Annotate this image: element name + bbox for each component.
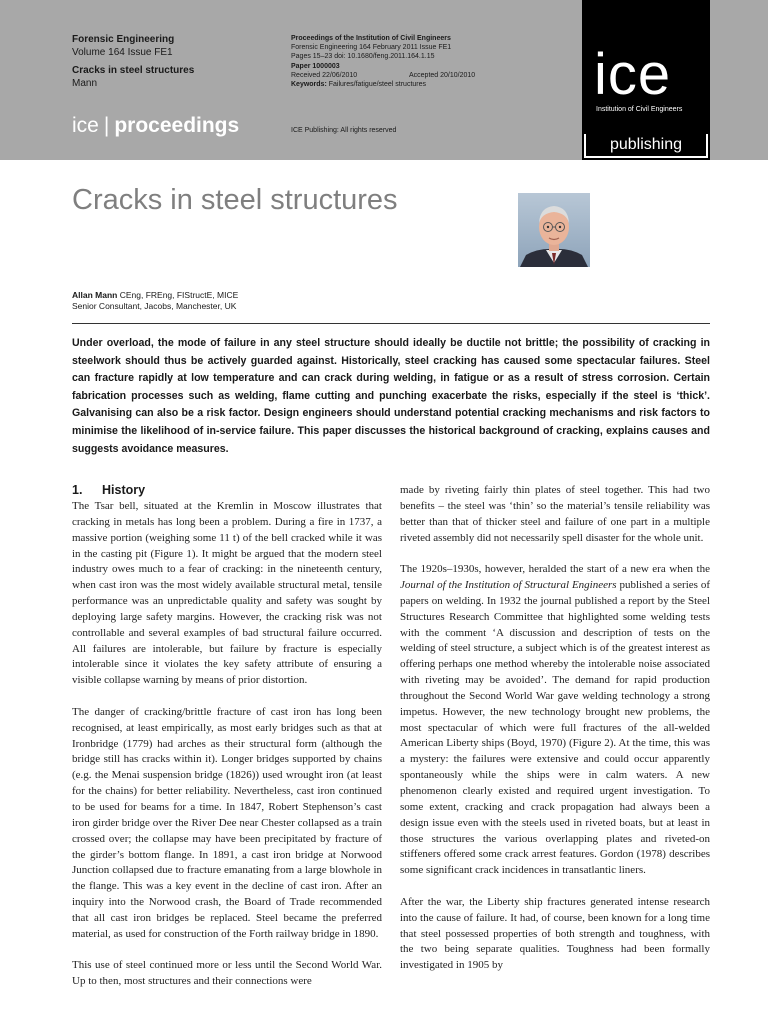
logo-institution-name: Institution of Civil Engineers	[596, 106, 683, 113]
author-block	[72, 290, 238, 312]
received-date: Received 22/06/2010	[291, 71, 358, 79]
paragraph-part: published a series of papers on welding. In 1932 the journal published a report by the Steel Structures Research Committee that highlighted some welding tests with the comment ‘A discussion and description of tests on the welding of steel structure, a subject which is of the greatest interest as offering perhaps one method whereby the intolerable noise associated with riveting may be avoided’. The demand for rapid production throughout the Second World War gave welding technology a strong impetus. However, the new technology brought new problems, the most spectacular of which were full fractures of the all-welded American Liberty ships (Boyd, 1970) (Figure 2). At the time, this was a mystery: the failures were extensive and could occur apparently spontaneously while the ships were in calm waters. A new phenomenon clearly existed and required urgent investigation. To some extent, cracking and crack propagation had always been a design issue even with the steels used in riveted boats, but at least in those structures the various overlapping plates and riveted-on stiffeners offered some crack arrest features. Gordon (1978) describes some significant crack incidences in transatlantic liners.	[400, 579, 710, 877]
dates-line	[291, 71, 475, 80]
section-title: History	[102, 483, 146, 497]
brand-separator: |	[103, 114, 110, 137]
author-affiliation: Senior Consultant, Jacobs, Manchester, UK	[72, 301, 237, 311]
paragraph: made by riveting fairly thin plates of steel together. This had two benefits – the steel was ‘thin’ so the material’s tensile reliability was better than that of thicker steel and failure of one part in a multiple riveted assembly did not necessarily spell disaster for the whole unit.	[400, 484, 710, 544]
author-photo	[518, 193, 590, 267]
body-column-right	[400, 483, 710, 990]
paragraph-part: The 1920s–1930s, however, heralded the start of a new era when the	[400, 563, 710, 576]
body-column-left	[72, 482, 382, 1006]
paragraph	[400, 562, 710, 879]
article-title: Cracks in steel structures	[72, 184, 398, 216]
paragraph: The Tsar bell, situated at the Kremlin in Moscow illustrates that cracking in metals has long been a problem. During a fire in 1737, a massive portion (weighing some 11 t) of the bell cracked while it was in the casting pit (Figure 1). It might be argued that the modern steel industry owes much to a fear of cracking: in the nineteenth century, when cast iron was the most widely available structural metal, tensile performance was an unpredictable quality and safety was sought by deploying large safety margins. However, the cracking risk was not controllable and several examples of bad structural failure occurred. All failures are intolerable, but failure by fracture is especially intolerable since it violates the key safety attribute of ensuring a visible collapse warning by means of prior distortion.	[72, 500, 382, 687]
paper-number: Paper 1000003	[291, 62, 340, 70]
journal-volume: Volume 164 Issue FE1	[72, 46, 173, 58]
author-line	[72, 290, 238, 301]
paragraph: After the war, the Liberty ship fractures generated intense research into the cause of failure. It had, of course, been known for a long time that steel possessed properties of both strength and toughness, with the two being separate qualities. Toughness had been formally investigated in 1905 by	[400, 895, 710, 972]
brand-ice: ice	[72, 114, 99, 137]
publication-details	[291, 34, 475, 89]
logo-publishing-label: publishing	[586, 134, 706, 156]
journal-name: Forensic Engineering	[72, 34, 175, 45]
keywords-line	[291, 80, 475, 89]
rights-statement: ICE Publishing: All rights reserved	[291, 127, 397, 134]
paragraph: The danger of cracking/brittle fracture of cast iron has long been recognised, at least empirically, as most early bridges such as that at Ironbridge (1779) had arches as their structural form (although the bridge still has cracks within it). Longer bridges supported by chains (e.g. the Menai suspension bridge (1826)) used wrought iron (at least for the chains) for better reliability. Nevertheless, cast iron continued to be used for beams for a time. In 1847, Robert Stephenson’s cast iron girder bridge over the River Dee near Chester collapsed as a train crossed over; the collapse may have been precipitated by fracture of the girder’s bottom flange. In 1891, a cast iron bridge at Norwood Junction collapsed due to fracture emanating from a large blowhole in the flange. This was a key event in the decline of cast iron. After an inquiry into the Norwood crash, the Board of Trade recommended that all cast iron bridges be replaced. Steel became the preferred material, as used for construction of the Forth railway bridge in 1890.	[72, 705, 382, 940]
author-name: Allan Mann	[72, 290, 118, 300]
proceedings-title: Proceedings of the Institution of Civil Engineers	[291, 35, 451, 42]
running-title: Cracks in steel structures	[72, 65, 195, 76]
journal-info	[72, 34, 194, 90]
running-author: Mann	[72, 77, 98, 89]
section-number: 1.	[72, 483, 83, 497]
issue-line: Forensic Engineering 164 February 2011 Issue FE1	[291, 44, 452, 52]
keywords-label: Keywords:	[291, 81, 327, 89]
brand-proceedings: proceedings	[114, 114, 240, 137]
accepted-date: Accepted 20/10/2010	[409, 71, 476, 79]
ice-publishing-logo	[582, 0, 710, 160]
author-qualifications: CEng, FREng, FIStructE, MICE	[117, 290, 239, 300]
logo-ice-wordmark: ice	[594, 42, 672, 107]
section-heading-history	[72, 482, 382, 498]
author-portrait-image	[518, 193, 590, 267]
ice-proceedings-brand	[72, 114, 239, 138]
divider-rule	[72, 323, 710, 324]
journal-citation: Journal of the Institution of Structural Engineers	[400, 579, 617, 592]
abstract: Under overload, the mode of failure in any steel structure should ideally be ductile not brittle; the possibility of cracking in steelwork should thus be actively guarded against. Historically, steel cracking has caused some spectacular failures. Steel can fracture rapidly at low temperature and can crack during welding, in fatigue or as a result of stress corrosion. Certain fabrication processes such as welding, flame cutting and punching exacerbate the risks, especially if the steel is ‘thick’. Galvanising can also be a risk factor. Design engineers should understand potential cracking mechanisms and risk factors to minimise the likelihood of in-service failure. This paper discusses the historical background of cracking, explains causes and suggests avoidance measures.	[72, 337, 710, 455]
paragraph: This use of steel continued more or less until the Second World War. Up to then, most structures and their connections were	[72, 959, 382, 988]
keywords-value: Failures/fatigue/steel structures	[328, 81, 427, 89]
pages-doi-line: Pages 15–23 doi: 10.1680/feng.2011.164.1.15	[291, 53, 435, 61]
